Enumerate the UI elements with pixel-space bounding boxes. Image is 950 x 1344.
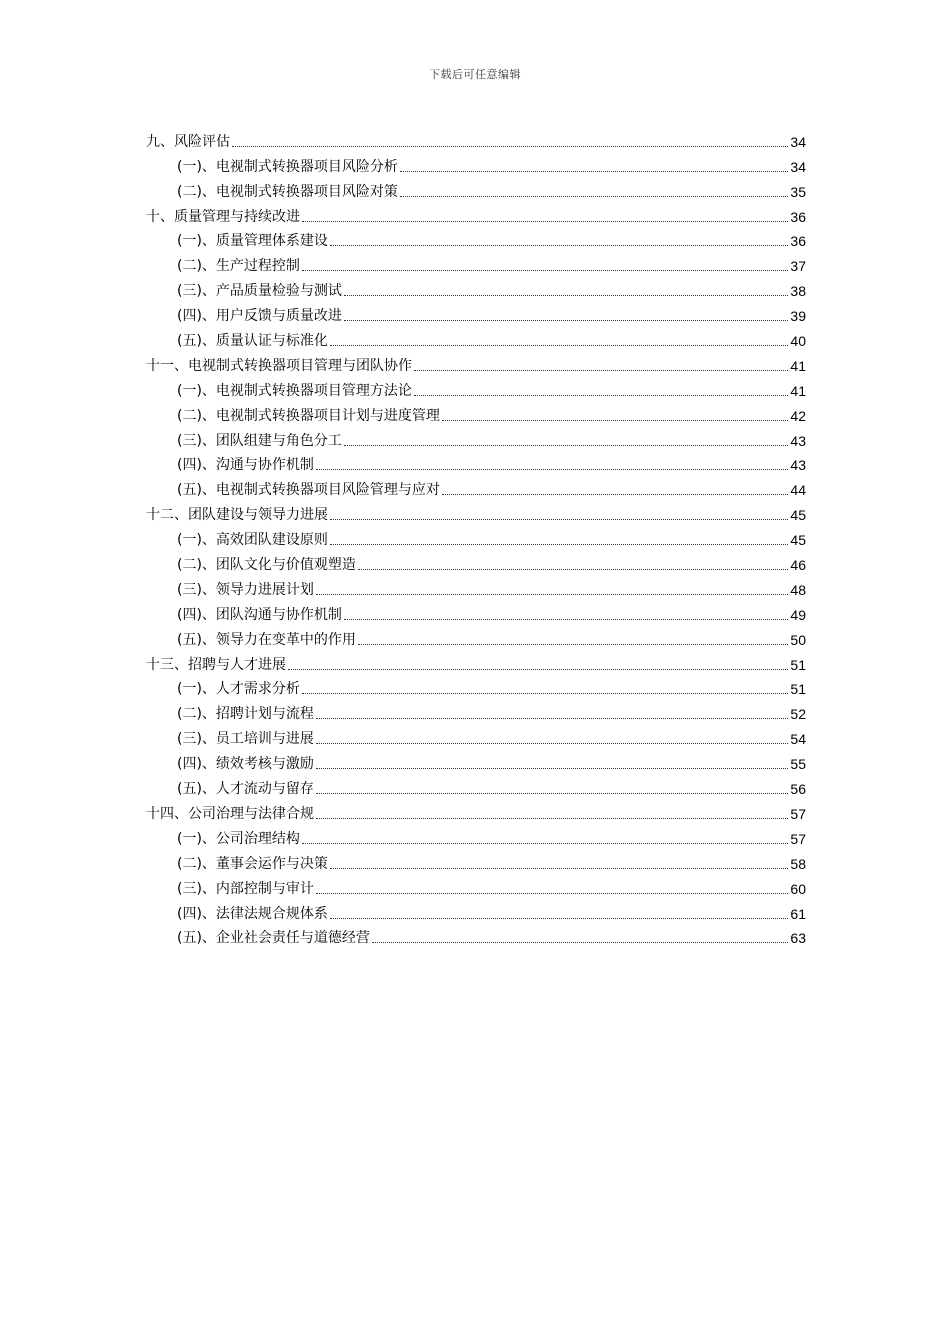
toc-entry-title: (五)、电视制式转换器项目风险管理与应对 xyxy=(177,482,440,499)
toc-dot-leader xyxy=(344,619,788,620)
toc-page-number: 49 xyxy=(790,606,806,623)
toc-page-number: 39 xyxy=(790,308,806,325)
toc-entry-title: (三)、团队组建与角色分工 xyxy=(177,432,342,449)
toc-section-entry[interactable] xyxy=(146,848,806,873)
toc-entry-title: (四)、法律法规合规体系 xyxy=(177,905,328,922)
toc-dot-leader xyxy=(316,594,788,595)
toc-dot-leader xyxy=(316,893,788,894)
toc-section-entry[interactable] xyxy=(146,624,806,649)
toc-page-number: 35 xyxy=(790,183,806,200)
toc-section-entry[interactable] xyxy=(146,549,806,574)
toc-dot-leader xyxy=(316,768,788,769)
toc-page-number: 42 xyxy=(790,407,806,424)
toc-entry-title: (三)、产品质量检验与测试 xyxy=(177,283,342,300)
toc-dot-leader xyxy=(330,345,788,346)
toc-dot-leader xyxy=(316,718,788,719)
toc-entry-title: 十三、招聘与人才进展 xyxy=(146,656,286,673)
toc-chapter-entry[interactable] xyxy=(146,649,806,674)
toc-section-entry[interactable] xyxy=(146,698,806,723)
toc-page-number: 63 xyxy=(790,930,806,947)
toc-page-number: 55 xyxy=(790,756,806,773)
toc-chapter-entry[interactable] xyxy=(146,350,806,375)
toc-dot-leader xyxy=(358,644,788,645)
toc-entry-title: (二)、招聘计划与流程 xyxy=(177,706,314,723)
toc-entry-title: (三)、员工培训与进展 xyxy=(177,731,314,748)
toc-entry-title: (四)、沟通与协作机制 xyxy=(177,457,314,474)
toc-dot-leader xyxy=(330,544,788,545)
toc-page-number: 50 xyxy=(790,631,806,648)
toc-page-number: 34 xyxy=(790,158,806,175)
toc-page-number: 51 xyxy=(790,656,806,673)
toc-page-number: 48 xyxy=(790,581,806,598)
toc-page-number: 56 xyxy=(790,781,806,798)
toc-dot-leader xyxy=(414,370,788,371)
toc-entry-title: (一)、人才需求分析 xyxy=(177,681,300,698)
toc-section-entry[interactable] xyxy=(146,898,806,923)
toc-entry-title: (四)、绩效考核与激励 xyxy=(177,756,314,773)
toc-entry-title: 十四、公司治理与法律合规 xyxy=(146,805,314,822)
toc-dot-leader xyxy=(302,270,788,271)
toc-dot-leader xyxy=(442,494,788,495)
toc-dot-leader xyxy=(344,320,788,321)
toc-section-entry[interactable] xyxy=(146,474,806,499)
toc-dot-leader xyxy=(288,669,788,670)
toc-dot-leader xyxy=(316,818,788,819)
toc-entry-title: (二)、电视制式转换器项目计划与进度管理 xyxy=(177,407,440,424)
toc-chapter-entry[interactable] xyxy=(146,798,806,823)
toc-entry-title: 十二、团队建设与领导力进展 xyxy=(146,507,328,524)
toc-entry-title: 九、风险评估 xyxy=(146,133,230,150)
toc-page-number: 41 xyxy=(790,357,806,374)
toc-entry-title: 十、质量管理与持续改进 xyxy=(146,208,300,225)
toc-dot-leader xyxy=(358,569,788,570)
toc-dot-leader xyxy=(414,395,788,396)
toc-dot-leader xyxy=(302,221,788,222)
toc-page-number: 36 xyxy=(790,208,806,225)
toc-section-entry[interactable] xyxy=(146,574,806,599)
toc-entry-title: (一)、电视制式转换器项目风险分析 xyxy=(177,158,398,175)
toc-section-entry[interactable] xyxy=(146,151,806,176)
toc-section-entry[interactable] xyxy=(146,823,806,848)
toc-entry-title: (一)、高效团队建设原则 xyxy=(177,532,328,549)
toc-section-entry[interactable] xyxy=(146,599,806,624)
toc-dot-leader xyxy=(400,196,788,197)
toc-entry-title: (三)、领导力进展计划 xyxy=(177,581,314,598)
toc-page-number: 43 xyxy=(790,432,806,449)
toc-section-entry[interactable] xyxy=(146,425,806,450)
toc-page-number: 58 xyxy=(790,855,806,872)
toc-section-entry[interactable] xyxy=(146,450,806,475)
toc-section-entry[interactable] xyxy=(146,400,806,425)
toc-section-entry[interactable] xyxy=(146,226,806,251)
toc-entry-title: (五)、企业社会责任与道德经营 xyxy=(177,930,370,947)
toc-entry-title: (一)、质量管理体系建设 xyxy=(177,233,328,250)
toc-page-number: 43 xyxy=(790,457,806,474)
toc-page-number: 52 xyxy=(790,706,806,723)
toc-section-entry[interactable] xyxy=(146,300,806,325)
toc-section-entry[interactable] xyxy=(146,674,806,699)
toc-section-entry[interactable] xyxy=(146,773,806,798)
toc-page-number: 44 xyxy=(790,482,806,499)
toc-page-number: 36 xyxy=(790,233,806,250)
toc-entry-title: (二)、团队文化与价值观塑造 xyxy=(177,557,356,574)
toc-page-number: 60 xyxy=(790,880,806,897)
toc-section-entry[interactable] xyxy=(146,375,806,400)
toc-page-number: 46 xyxy=(790,557,806,574)
toc-entry-title: 十一、电视制式转换器项目管理与团队协作 xyxy=(146,357,412,374)
toc-dot-leader xyxy=(344,445,788,446)
toc-entry-title: (二)、生产过程控制 xyxy=(177,258,300,275)
toc-chapter-entry[interactable] xyxy=(146,201,806,226)
toc-section-entry[interactable] xyxy=(146,325,806,350)
toc-entry-title: (五)、人才流动与留存 xyxy=(177,781,314,798)
toc-entry-title: (五)、质量认证与标准化 xyxy=(177,333,328,350)
toc-page-number: 40 xyxy=(790,333,806,350)
toc-dot-leader xyxy=(302,693,788,694)
toc-chapter-entry[interactable] xyxy=(146,126,806,151)
toc-dot-leader xyxy=(330,868,788,869)
toc-section-entry[interactable] xyxy=(146,176,806,201)
toc-page-number: 45 xyxy=(790,532,806,549)
toc-dot-leader xyxy=(344,295,788,296)
toc-page-number: 45 xyxy=(790,507,806,524)
toc-page-number: 54 xyxy=(790,731,806,748)
toc-page-number: 57 xyxy=(790,830,806,847)
toc-page-number: 57 xyxy=(790,805,806,822)
page-header: 下载后可任意编辑 xyxy=(429,68,521,81)
toc-entry-title: (四)、团队沟通与协作机制 xyxy=(177,606,342,623)
toc-section-entry[interactable] xyxy=(146,748,806,773)
toc-dot-leader xyxy=(316,793,788,794)
toc-section-entry[interactable] xyxy=(146,275,806,300)
toc-page-number: 38 xyxy=(790,283,806,300)
toc-entry-title: (一)、公司治理结构 xyxy=(177,830,300,847)
toc-entry-title: (二)、董事会运作与决策 xyxy=(177,855,328,872)
toc-dot-leader xyxy=(442,420,788,421)
toc-page-number: 37 xyxy=(790,258,806,275)
toc-entry-title: (三)、内部控制与审计 xyxy=(177,880,314,897)
toc-entry-title: (五)、领导力在变革中的作用 xyxy=(177,631,356,648)
toc-entry-title: (二)、电视制式转换器项目风险对策 xyxy=(177,183,398,200)
toc-section-entry[interactable] xyxy=(146,873,806,898)
toc-section-entry[interactable] xyxy=(146,723,806,748)
toc-section-entry[interactable] xyxy=(146,250,806,275)
table-of-contents xyxy=(146,126,806,947)
toc-dot-leader xyxy=(330,245,788,246)
toc-dot-leader xyxy=(400,171,788,172)
toc-chapter-entry[interactable] xyxy=(146,499,806,524)
toc-dot-leader xyxy=(372,942,788,943)
toc-page-number: 34 xyxy=(790,133,806,150)
toc-entry-title: (一)、电视制式转换器项目管理方法论 xyxy=(177,382,412,399)
toc-page-number: 61 xyxy=(790,905,806,922)
toc-dot-leader xyxy=(330,918,788,919)
toc-page-number: 41 xyxy=(790,382,806,399)
toc-entry-title: (四)、用户反馈与质量改进 xyxy=(177,308,342,325)
toc-dot-leader xyxy=(232,146,788,147)
toc-page-number: 51 xyxy=(790,681,806,698)
toc-section-entry[interactable] xyxy=(146,923,806,948)
toc-dot-leader xyxy=(316,743,788,744)
toc-section-entry[interactable] xyxy=(146,524,806,549)
toc-dot-leader xyxy=(302,843,788,844)
toc-dot-leader xyxy=(330,519,788,520)
toc-dot-leader xyxy=(316,469,788,470)
